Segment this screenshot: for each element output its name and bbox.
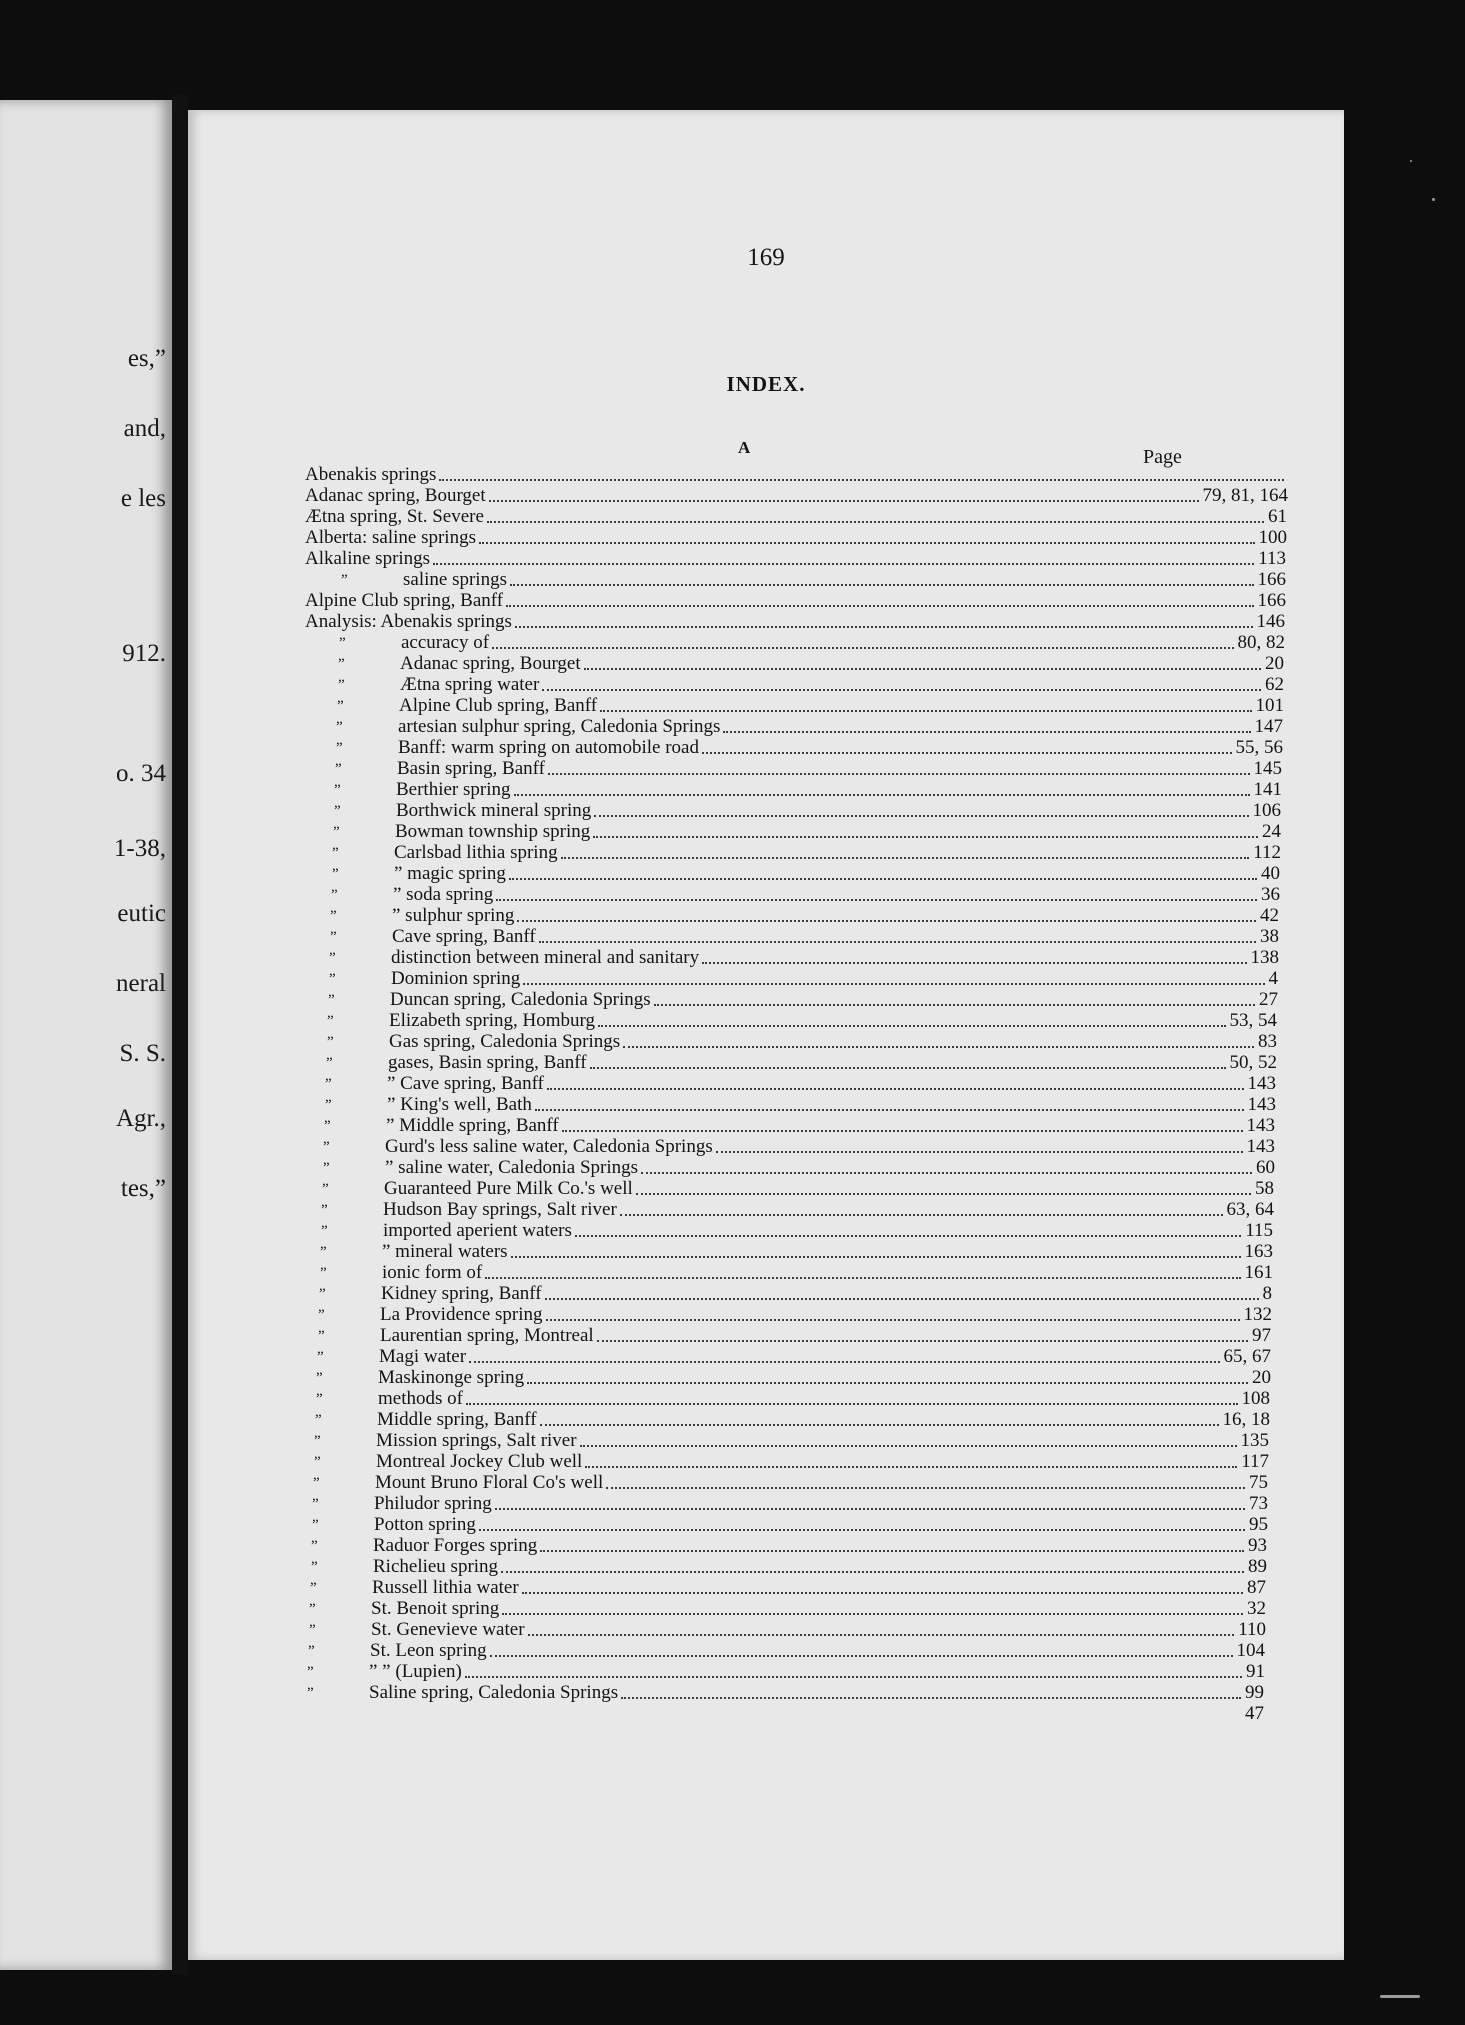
dot-leader (439, 479, 1284, 481)
index-entry (305, 548, 1286, 570)
dot-leader (517, 920, 1256, 922)
dot-leader (621, 1697, 1241, 1699)
entry-text: Ætna spring water (400, 674, 540, 695)
index-title: INDEX. (726, 372, 806, 396)
entry-page-number: 166 (1257, 569, 1286, 590)
entry-text: Abenakis springs (305, 464, 437, 485)
index-entry: ” ” Cave spring, Banff 143 (325, 1073, 1276, 1094)
index-entry: ” saline springs 166 (341, 569, 1286, 590)
dot-leader (527, 1382, 1248, 1384)
dot-leader (561, 857, 1250, 859)
entry-page-number: 16, 18 (1222, 1409, 1270, 1430)
entry-page-number: 112 (1253, 842, 1281, 863)
index-entry (305, 464, 1288, 486)
entry-page-number: 117 (1241, 1451, 1269, 1472)
entry-text: Guaranteed Pure Milk Co.'s well (384, 1178, 633, 1199)
entry-page-number: 143 (1247, 1094, 1276, 1115)
entry-page-number: 42 (1260, 905, 1279, 926)
index-entry: ” Banff: warm spring on automobile road 55, 56 (336, 737, 1283, 758)
entry-text: ” Cave spring, Banff (387, 1073, 544, 1094)
entry-page-number: 163 (1244, 1241, 1273, 1262)
entry-text: accuracy of (401, 632, 490, 653)
left-page-text-fragment: S. S. (119, 1040, 166, 1067)
index-entry: ” Carlsbad lithia spring 112 (332, 842, 1281, 863)
entry-page-number: 138 (1250, 947, 1279, 968)
index-entry: ” ” ” (Lupien) 91 (307, 1661, 1265, 1682)
left-page-text-fragment: eutic (117, 900, 166, 927)
entry-text: artesian sulphur spring, Caledonia Springs (398, 716, 721, 737)
index-entry: ” Middle spring, Banff 16, 18 (315, 1409, 1270, 1430)
entry-text: Gurd's less saline water, Caledonia Springs (385, 1136, 713, 1157)
dot-leader (623, 1046, 1254, 1048)
entry-page-number: 104 (1236, 1640, 1265, 1661)
index-entry: ” ” Middle spring, Banff 143 (324, 1115, 1275, 1136)
dot-leader (466, 1403, 1238, 1405)
entry-page-number: 89 (1248, 1556, 1267, 1577)
dot-leader (510, 584, 1254, 586)
index-entry: ” La Providence spring 132 (318, 1304, 1272, 1325)
index-entry: ” Guaranteed Pure Milk Co.'s well 58 (322, 1178, 1274, 1199)
entry-page-number: 115 (1245, 1220, 1273, 1241)
entry-text: La Providence spring (380, 1304, 543, 1325)
index-entry: ” imported aperient waters 115 (321, 1220, 1273, 1241)
entry-text: Laurentian spring, Montreal (380, 1325, 594, 1346)
dot-leader (600, 710, 1251, 712)
entry-page-number: 63, 64 (1226, 1199, 1274, 1220)
index-entry: ” Alpine Club spring, Banff 101 (337, 695, 1284, 716)
entry-page-number: 106 (1252, 800, 1281, 821)
index-entry (305, 590, 1286, 612)
entry-text: Hudson Bay springs, Salt river (383, 1199, 617, 1220)
entry-text: Alpine Club spring, Banff (305, 590, 504, 611)
index-page (188, 110, 1344, 1960)
index-entry: ” ” King's well, Bath 143 (325, 1094, 1276, 1115)
dot-leader (723, 731, 1250, 733)
index-entry (305, 527, 1287, 549)
left-page-text-fragment: e les (120, 485, 166, 512)
entry-text: St. Genevieve water (371, 1619, 525, 1640)
dot-leader (547, 1088, 1244, 1090)
entry-text: St. Benoit spring (371, 1598, 500, 1619)
entry-text: ” King's well, Bath (387, 1094, 532, 1115)
page-number: 169 (747, 244, 785, 271)
dot-leader (433, 563, 1254, 565)
entry-page-number: 24 (1262, 821, 1281, 842)
dot-leader (598, 1025, 1226, 1027)
dot-leader (502, 1613, 1243, 1615)
index-entry: ” Berthier spring 141 (334, 779, 1282, 800)
entry-page-number: 8 (1262, 1283, 1272, 1304)
entry-text: Analysis: Abenakis springs (305, 611, 512, 632)
entry-text: Cave spring, Banff (392, 926, 536, 947)
index-entry: ” ” sulphur spring 42 (330, 905, 1279, 926)
entry-text: Adanac spring, Bourget (305, 485, 486, 506)
dot-leader (490, 1655, 1233, 1657)
dot-leader (542, 689, 1261, 691)
dot-leader (469, 1361, 1219, 1363)
dot-leader (597, 1340, 1248, 1342)
entry-page-number: 55, 56 (1235, 737, 1283, 758)
entry-page-number: 143 (1247, 1073, 1276, 1094)
scan-speck (1432, 198, 1435, 201)
left-page-text-fragment: Agr., (116, 1105, 166, 1132)
entry-text: Gas spring, Caledonia Springs (389, 1031, 621, 1052)
entry-text: Mount Bruno Floral Co's well (375, 1472, 604, 1493)
entry-page-number: 75 (1249, 1472, 1268, 1493)
entry-text: Berthier spring (396, 779, 511, 800)
entry-text: Borthwick mineral spring (396, 800, 592, 821)
entry-page-number: 65, 67 (1223, 1346, 1271, 1367)
left-page-text-fragment: es,” (127, 345, 166, 372)
index-entry: ” Potton spring 95 (312, 1514, 1268, 1535)
dot-leader (509, 878, 1257, 880)
entry-page-number: 143 (1246, 1136, 1275, 1157)
entry-text: imported aperient waters (383, 1220, 572, 1241)
dot-leader (539, 941, 1256, 943)
index-entry: ” Saline spring, Caledonia Springs 99 (307, 1682, 1264, 1703)
dot-leader (593, 836, 1258, 838)
index-entry: ” Laurentian spring, Montreal 97 (318, 1325, 1271, 1346)
dot-leader (702, 962, 1246, 964)
dot-leader (545, 1298, 1259, 1300)
dot-leader (514, 794, 1250, 796)
dot-leader (535, 1109, 1244, 1111)
dot-leader (492, 647, 1233, 649)
entry-text: Richelieu spring (373, 1556, 499, 1577)
entry-page-number: 60 (1256, 1157, 1275, 1178)
left-facing-page (0, 100, 172, 1970)
entry-text: Magi water (379, 1346, 467, 1367)
dot-leader (485, 1277, 1240, 1279)
entry-text: Saline spring, Caledonia Springs (369, 1682, 619, 1703)
section-letter: A (738, 438, 751, 457)
index-entry (305, 611, 1285, 633)
dot-leader (620, 1214, 1223, 1216)
left-page-text-fragment: 1-38, (113, 835, 166, 862)
left-page-text-fragment: 912. (122, 640, 166, 667)
entry-page-number: 62 (1265, 674, 1284, 695)
index-entry: ” Gurd's less saline water, Caledonia Springs 143 (323, 1136, 1275, 1157)
entry-text: Alkaline springs (305, 548, 431, 569)
dot-leader (515, 626, 1253, 628)
entry-text: Alpine Club spring, Banff (399, 695, 598, 716)
index-entry: ” Dominion spring 4 (329, 968, 1278, 989)
index-entry: ” Bowman township spring 24 (333, 821, 1281, 842)
entry-text: Mission springs, Salt river (376, 1430, 577, 1451)
entry-page-number: 108 (1241, 1388, 1270, 1409)
entry-page-number: 20 (1265, 653, 1284, 674)
entry-page-number: 97 (1252, 1325, 1271, 1346)
entry-text: St. Leon spring (370, 1640, 487, 1661)
entry-page-number: 79, 81, 164 (1202, 485, 1288, 506)
entry-text: Banff: warm spring on automobile road (398, 737, 699, 758)
entry-text: Basin spring, Banff (397, 758, 545, 779)
dot-leader (641, 1172, 1252, 1174)
index-entry: ” Ætna spring water 62 (338, 674, 1284, 695)
dot-leader (594, 815, 1248, 817)
entry-text: Raduor Forges spring (373, 1535, 538, 1556)
entry-text: ” Middle spring, Banff (386, 1115, 559, 1136)
dot-leader (465, 1676, 1242, 1678)
dot-leader (546, 1319, 1240, 1321)
entry-text: Carlsbad lithia spring (394, 842, 558, 863)
entry-text: Dominion spring (391, 968, 521, 989)
dot-leader (489, 500, 1199, 502)
index-entry: ” St. Benoit spring 32 (309, 1598, 1266, 1619)
entry-text: Middle spring, Banff (377, 1409, 537, 1430)
entry-page-number: 100 (1258, 527, 1287, 548)
page-column-header: Page (1143, 446, 1182, 468)
index-entry: ” gases, Basin spring, Banff 50, 52 (326, 1052, 1277, 1073)
entry-text: Kidney spring, Banff (381, 1283, 542, 1304)
entry-page-number: 110 (1238, 1619, 1266, 1640)
dot-leader (606, 1487, 1245, 1489)
entry-page-number: 166 (1257, 590, 1286, 611)
index-entry: ” St. Genevieve water 110 (309, 1619, 1266, 1640)
dot-leader (548, 773, 1250, 775)
index-entry: ” Philudor spring 73 (312, 1493, 1268, 1514)
dot-leader (523, 983, 1264, 985)
index-entry: ” Hudson Bay springs, Salt river 63, 64 (321, 1199, 1274, 1220)
dot-leader (511, 1256, 1241, 1258)
entry-page-number: 53, 54 (1229, 1010, 1277, 1031)
entry-text: ionic form of (382, 1262, 483, 1283)
entry-text: ” mineral waters (382, 1241, 508, 1262)
entry-text: Philudor spring (374, 1493, 492, 1514)
entry-text: Duncan spring, Caledonia Springs (390, 989, 651, 1010)
entry-page-number: 161 (1244, 1262, 1273, 1283)
dot-leader (562, 1130, 1243, 1132)
entry-text: ” soda spring (393, 884, 494, 905)
entry-page-number: 95 (1249, 1514, 1268, 1535)
left-page-text-fragment: neral (116, 970, 166, 997)
dot-leader (506, 605, 1253, 607)
dot-leader (654, 1004, 1255, 1006)
entry-page-number: 135 (1240, 1430, 1269, 1451)
index-entry: ” ” magic spring 40 (332, 863, 1280, 884)
index-entry: ” ” mineral waters 163 (320, 1241, 1273, 1262)
scan-speck (1380, 1995, 1420, 1998)
index-entry: ” Gas spring, Caledonia Springs 83 (327, 1031, 1277, 1052)
dot-leader (540, 1424, 1219, 1426)
index-entry: ” Elizabeth spring, Homburg 53, 54 (327, 1010, 1277, 1031)
entry-text: ” ” (Lupien) (369, 1661, 462, 1682)
index-entry: ” Kidney spring, Banff 8 (319, 1283, 1272, 1304)
entry-page-number: 61 (1268, 506, 1287, 527)
entry-text: methods of (378, 1388, 463, 1409)
entry-text: Bowman township spring (395, 821, 591, 842)
dot-leader (580, 1445, 1237, 1447)
index-entry: ” ionic form of 161 (320, 1262, 1273, 1283)
dot-leader (501, 1571, 1244, 1573)
dot-leader (702, 752, 1232, 754)
index-entry: ” accuracy of 80, 82 (339, 632, 1285, 653)
index-entry: ” Richelieu spring 89 (311, 1556, 1267, 1577)
entry-page-number: 38 (1260, 926, 1279, 947)
entry-page-number: 20 (1252, 1367, 1271, 1388)
entry-text: Maskinonge spring (378, 1367, 525, 1388)
entry-page-number: 141 (1253, 779, 1282, 800)
dot-leader (540, 1550, 1244, 1552)
dot-leader (585, 1466, 1237, 1468)
entry-page-number: 93 (1248, 1535, 1267, 1556)
index-entry: ” Borthwick mineral spring 106 (334, 800, 1281, 821)
dot-leader (636, 1193, 1251, 1195)
entry-page-number: 143 (1246, 1115, 1275, 1136)
entry-page-number: 58 (1255, 1178, 1274, 1199)
dot-leader (528, 1634, 1235, 1636)
left-page-text-fragment: and, (123, 415, 166, 442)
entry-page-number: 147 (1254, 716, 1283, 737)
index-entry: ” Russell lithia water 87 (310, 1577, 1266, 1598)
entry-page-number: 113 (1258, 548, 1286, 569)
index-entry: ” St. Leon spring 104 (308, 1640, 1265, 1661)
index-entry (305, 506, 1287, 528)
index-entry: ” Cave spring, Banff 38 (330, 926, 1279, 947)
scan-speck (1410, 160, 1412, 162)
entry-page-number: 40 (1261, 863, 1280, 884)
entry-page-number: 146 (1256, 611, 1285, 632)
index-entry: ” ” soda spring 36 (331, 884, 1280, 905)
index-entry: ” Mount Bruno Floral Co's well 75 (313, 1472, 1268, 1493)
index-entry: ” ” saline water, Caledonia Springs 60 (323, 1157, 1275, 1178)
entry-page-number: 4 (1268, 968, 1278, 989)
index-entry: ” Adanac spring, Bourget 20 (338, 653, 1284, 674)
index-entry (305, 1703, 1264, 1725)
entry-text: ” saline water, Caledonia Springs (385, 1157, 639, 1178)
entry-page-number: 50, 52 (1229, 1052, 1277, 1073)
entry-page-number: 132 (1243, 1304, 1272, 1325)
left-page-text-fragment: o. 34 (116, 760, 166, 787)
entry-text: gases, Basin spring, Banff (388, 1052, 587, 1073)
index-entry: ” methods of 108 (316, 1388, 1270, 1409)
index-entry: ” Basin spring, Banff 145 (335, 758, 1282, 779)
dot-leader (495, 1508, 1245, 1510)
entry-text: Potton spring (374, 1514, 476, 1535)
dot-leader (522, 1592, 1243, 1594)
entry-page-number: 145 (1253, 758, 1282, 779)
entry-text: Russell lithia water (372, 1577, 519, 1598)
entry-text: ” sulphur spring (392, 905, 515, 926)
entry-text: saline springs (403, 569, 507, 590)
index-entry: ” Mission springs, Salt river 135 (314, 1430, 1269, 1451)
dot-leader (584, 668, 1261, 670)
dot-leader (716, 1151, 1243, 1153)
index-entry: ” Magi water 65, 67 (317, 1346, 1271, 1367)
entry-text: ” magic spring (394, 863, 506, 884)
entry-page-number: 73 (1249, 1493, 1268, 1514)
dot-leader (487, 521, 1264, 523)
entry-text: Ætna spring, St. Severe (305, 506, 484, 527)
book-spine (172, 95, 188, 1975)
entry-text: Montreal Jockey Club well (376, 1451, 583, 1472)
entry-page-number: 91 (1246, 1661, 1265, 1682)
index-entry: ” Raduor Forges spring 93 (311, 1535, 1267, 1556)
entry-text: Adanac spring, Bourget (400, 653, 581, 674)
dot-leader (479, 542, 1255, 544)
entry-page-number: 32 (1247, 1598, 1266, 1619)
dot-leader (590, 1067, 1226, 1069)
index-entry: ” distinction between mineral and sanitary 138 (329, 947, 1279, 968)
index-entry: ” Duncan spring, Caledonia Springs 27 (328, 989, 1278, 1010)
entry-page-number: 83 (1258, 1031, 1277, 1052)
entry-text: Elizabeth spring, Homburg (389, 1010, 595, 1031)
index-entry: ” artesian sulphur spring, Caledonia Springs 147 (336, 716, 1283, 737)
index-entry: ” Maskinonge spring 20 (316, 1367, 1271, 1388)
entry-page-number: 47 (1245, 1703, 1264, 1724)
index-entry (305, 485, 1288, 507)
entry-page-number: 80, 82 (1237, 632, 1285, 653)
dot-leader (479, 1529, 1245, 1531)
index-entry: ” Montreal Jockey Club well 117 (314, 1451, 1269, 1472)
entry-page-number: 36 (1261, 884, 1280, 905)
dot-leader (575, 1235, 1241, 1237)
entry-page-number: 87 (1247, 1577, 1266, 1598)
left-page-text-fragment: tes,” (120, 1175, 166, 1202)
entry-text: distinction between mineral and sanitary (391, 947, 700, 968)
dot-leader (496, 899, 1257, 901)
entry-page-number: 99 (1245, 1682, 1264, 1703)
entry-page-number: 101 (1255, 695, 1284, 716)
entry-text: Alberta: saline springs (305, 527, 476, 548)
entry-page-number: 27 (1259, 989, 1278, 1010)
